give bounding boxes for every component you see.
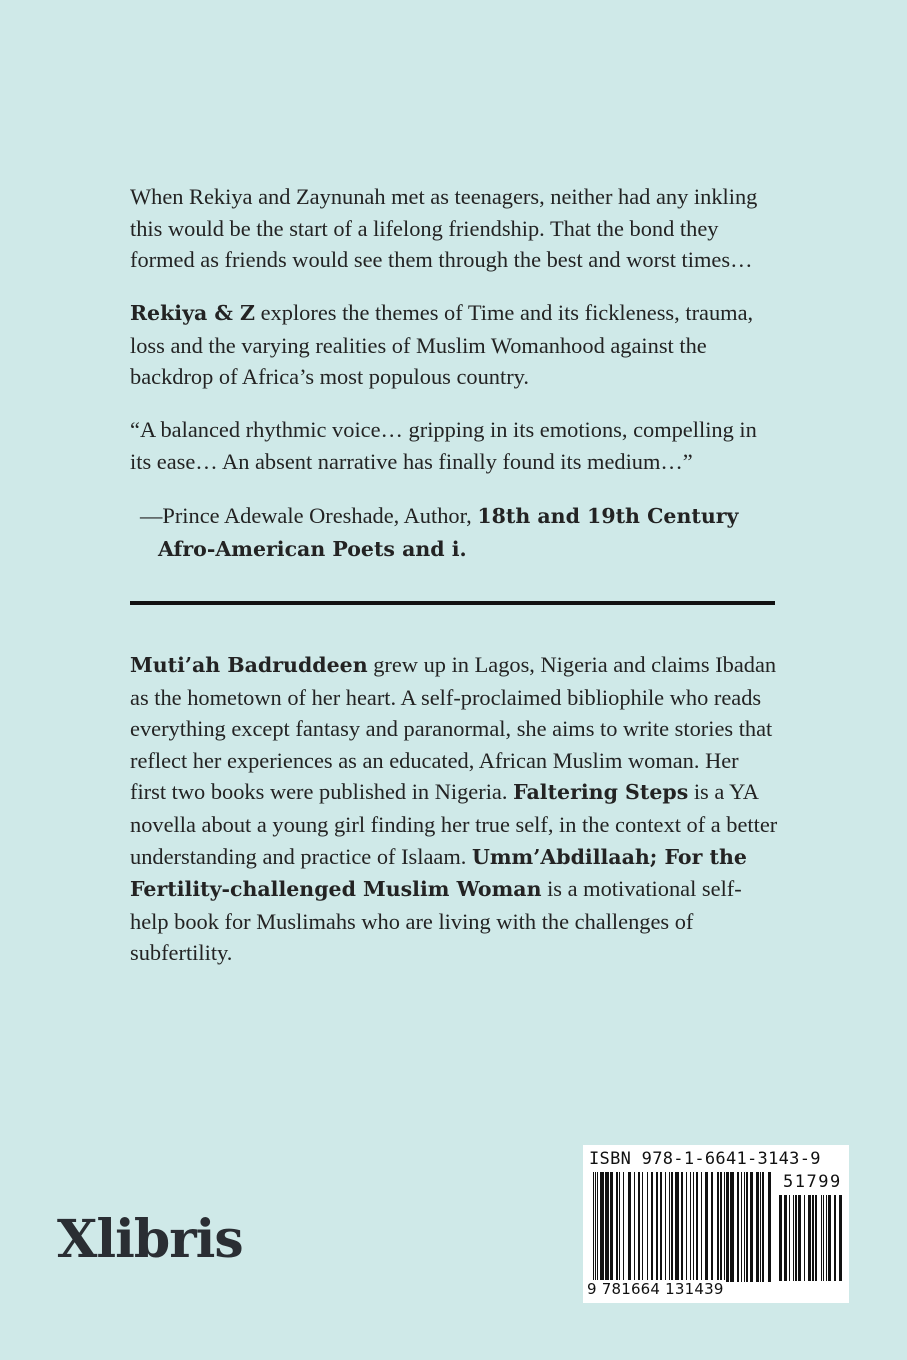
price-code: 51799 <box>783 1172 842 1192</box>
themes-text: explores the themes of Time and its fickleness, trauma, loss and the varying realities of Muslim Womanhood against the backdrop of Africa’s most populous country. <box>130 300 754 390</box>
book-title: Rekiya & Z <box>130 301 256 325</box>
attribution-work-line1: 18th and 19th Century <box>477 504 739 528</box>
quote-attribution <box>140 500 800 565</box>
review-quote <box>130 414 780 477</box>
intro-text: When Rekiya and Zaynunah met as teenagers, neither had any inkling this would be the start of a lifelong friendship. That the bond they formed as friends would see them through the best and worst times… <box>130 184 758 273</box>
intro-paragraph <box>130 181 780 276</box>
barcode-digits: 9 781664 131439 <box>587 1280 724 1298</box>
section-divider <box>130 601 775 605</box>
attribution-work-line2: Afro-American Poets and i. <box>158 536 467 561</box>
author-bio <box>130 649 780 969</box>
quote-text: “A balanced rhythmic voice… gripping in its emotions, compelling in its ease… An absent narrative has finally found its medium…” <box>130 417 757 474</box>
isbn-label: ISBN 978-1-6641-3143-9 <box>589 1149 821 1169</box>
barcode-addon-bars-icon <box>779 1195 843 1293</box>
isbn-barcode <box>583 1145 849 1303</box>
barcode-bars-icon <box>593 1172 775 1294</box>
book-title-umm-abdillaah: Umm’Abdillaah; For the Fertility-challenged Muslim Woman <box>130 844 747 902</box>
publisher-logo: Xlibris <box>57 1209 243 1270</box>
bio-text-2: is a YA novella about a young girl finding her true self, in the context of a better understanding and practice of Islaam. <box>130 779 778 869</box>
attribution-byline: —Prince Adewale Oreshade, Author, <box>140 503 478 528</box>
themes-paragraph <box>130 297 780 393</box>
bio-text-1: grew up in Lagos, Nigeria and claims Ibadan as the hometown of her heart. A self-proclaimed bibliophile who reads everything except fantasy and paranormal, she aims to write stories that reflect her experiences as an educated, African Muslim woman. Her first two books were published in Nigeria. <box>130 652 777 805</box>
bio-text-3: is a motivational self-help book for Muslimahs who are living with the challenges of subfertility. <box>130 876 742 966</box>
author-name: Muti’ah Badruddeen <box>130 653 368 677</box>
book-title-faltering-steps: Faltering Steps <box>513 780 689 805</box>
